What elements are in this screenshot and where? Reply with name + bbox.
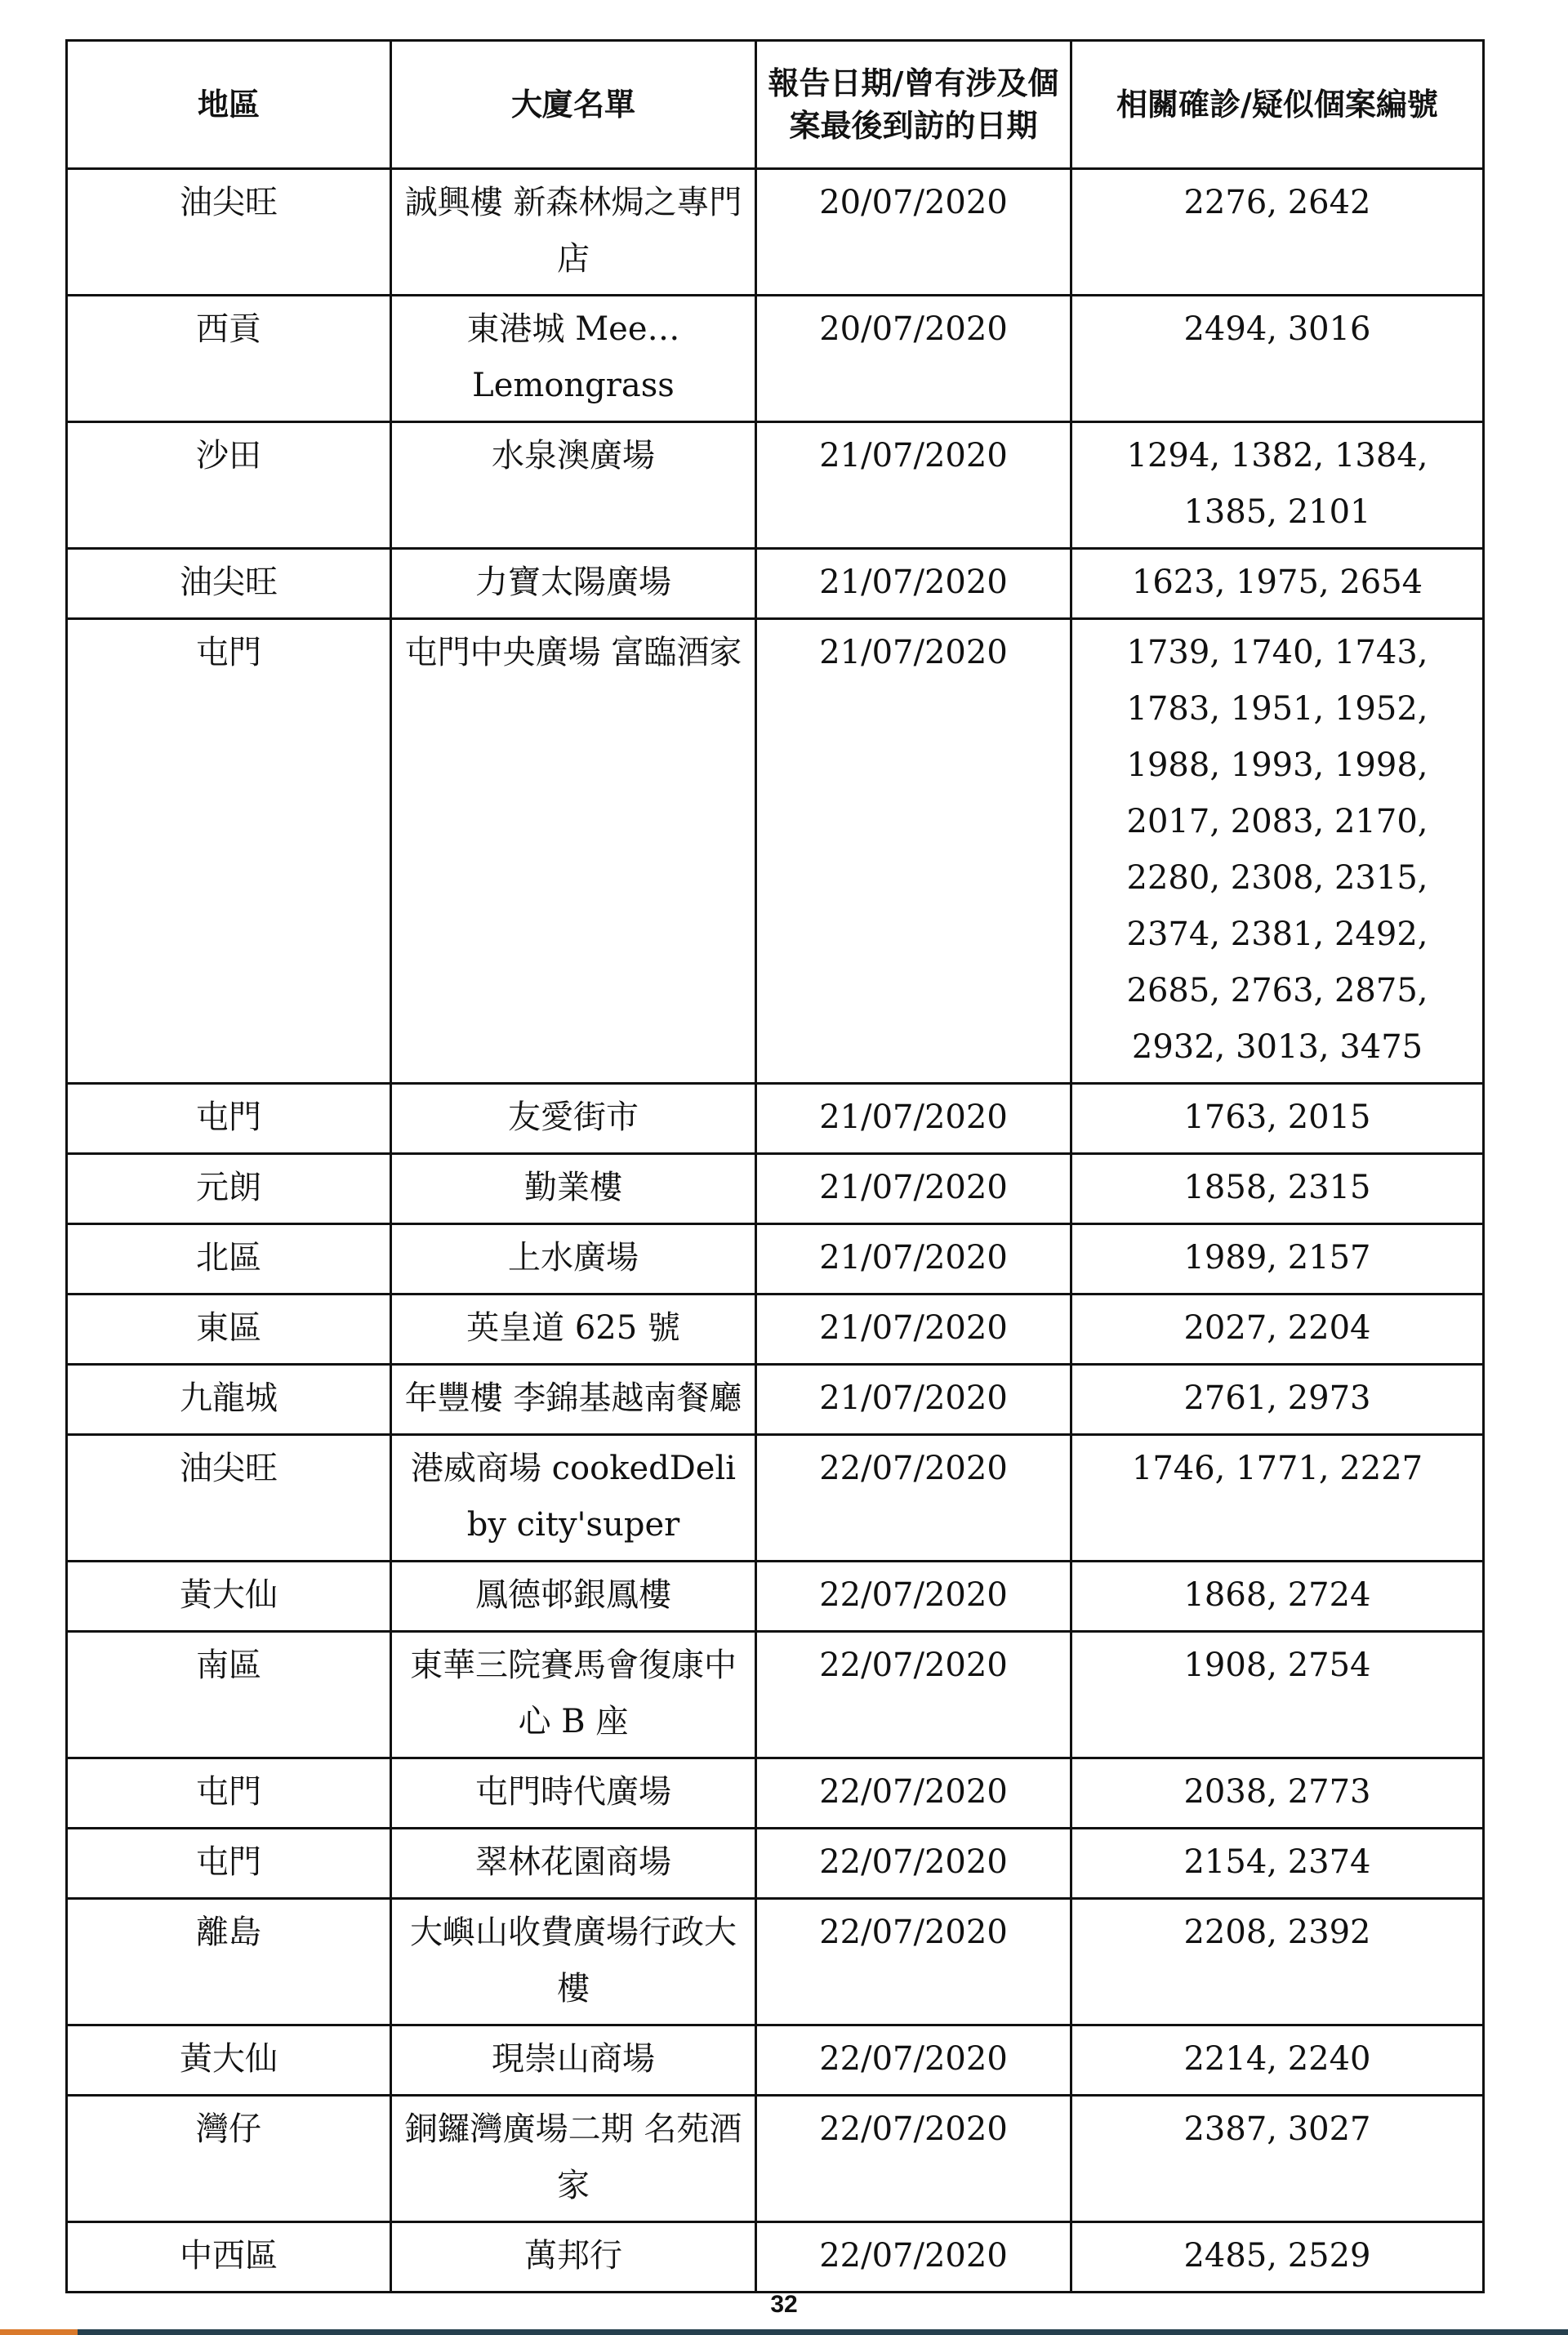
cell-date: 21/07/2020 — [756, 1365, 1071, 1435]
cell-district: 離島 — [67, 1899, 391, 2025]
cell-cases: 2154, 2374 — [1071, 1829, 1484, 1899]
table-row — [67, 1829, 1484, 1899]
cell-date: 20/07/2020 — [756, 169, 1071, 296]
table-row — [67, 1224, 1484, 1294]
cell-date: 22/07/2020 — [756, 1899, 1071, 2025]
cell-date: 22/07/2020 — [756, 2025, 1071, 2096]
cell-cases: 1868, 2724 — [1071, 1562, 1484, 1632]
cell-date: 22/07/2020 — [756, 2222, 1071, 2293]
cell-building: 大嶼山收費廣場行政大樓 — [391, 1899, 756, 2025]
cell-cases: 1858, 2315 — [1071, 1154, 1484, 1224]
cell-date: 20/07/2020 — [756, 296, 1071, 422]
cell-cases: 1746, 1771, 2227 — [1071, 1435, 1484, 1562]
cell-district: 屯門 — [67, 1758, 391, 1829]
cell-district: 灣仔 — [67, 2096, 391, 2222]
cell-cases: 1908, 2754 — [1071, 1632, 1484, 1758]
cell-district: 油尖旺 — [67, 169, 391, 296]
cell-district: 中西區 — [67, 2222, 391, 2293]
cell-building: 上水廣場 — [391, 1224, 756, 1294]
table-row — [67, 1632, 1484, 1758]
cell-cases: 1294, 1382, 1384, 1385, 2101 — [1071, 422, 1484, 549]
cell-district: 沙田 — [67, 422, 391, 549]
cell-district: 油尖旺 — [67, 549, 391, 619]
cell-cases: 2761, 2973 — [1071, 1365, 1484, 1435]
cell-cases: 2494, 3016 — [1071, 296, 1484, 422]
cell-date: 22/07/2020 — [756, 1829, 1071, 1899]
table-row — [67, 1294, 1484, 1365]
cell-date: 21/07/2020 — [756, 1154, 1071, 1224]
cell-date: 22/07/2020 — [756, 1758, 1071, 1829]
cell-district: 西貢 — [67, 296, 391, 422]
header-date: 報告日期/曾有涉及個案最後到訪的日期 — [756, 41, 1071, 169]
cell-cases: 2276, 2642 — [1071, 169, 1484, 296]
table-row — [67, 2096, 1484, 2222]
cell-building: 勤業樓 — [391, 1154, 756, 1224]
table-row — [67, 1435, 1484, 1562]
cell-building: 東港城 Mee… Lemongrass — [391, 296, 756, 422]
cell-building: 英皇道 625 號 — [391, 1294, 756, 1365]
cell-date: 21/07/2020 — [756, 422, 1071, 549]
header-building: 大廈名單 — [391, 41, 756, 169]
footer-bar-accent — [0, 2329, 78, 2335]
cell-building: 誠興樓 新森林焗之專門店 — [391, 169, 756, 296]
cell-date: 22/07/2020 — [756, 1562, 1071, 1632]
cell-building: 友愛街市 — [391, 1084, 756, 1154]
cell-district: 屯門 — [67, 1084, 391, 1154]
cell-building: 東華三院賽馬會復康中心 B 座 — [391, 1632, 756, 1758]
cell-district: 油尖旺 — [67, 1435, 391, 1562]
cell-cases: 2485, 2529 — [1071, 2222, 1484, 2293]
table-row — [67, 422, 1484, 549]
table-header — [67, 41, 1484, 169]
cell-building: 港威商場 cookedDeli by city'super — [391, 1435, 756, 1562]
table-row — [67, 1154, 1484, 1224]
cell-building: 萬邦行 — [391, 2222, 756, 2293]
cell-date: 21/07/2020 — [756, 1084, 1071, 1154]
table-body — [67, 169, 1484, 2293]
cell-date: 21/07/2020 — [756, 549, 1071, 619]
cell-district: 九龍城 — [67, 1365, 391, 1435]
cell-district: 南區 — [67, 1632, 391, 1758]
cell-district: 屯門 — [67, 619, 391, 1084]
table-row — [67, 1758, 1484, 1829]
cell-cases: 2027, 2204 — [1071, 1294, 1484, 1365]
cell-building: 現崇山商場 — [391, 2025, 756, 2096]
header-district: 地區 — [67, 41, 391, 169]
cell-building: 年豐樓 李錦基越南餐廳 — [391, 1365, 756, 1435]
cell-cases: 2214, 2240 — [1071, 2025, 1484, 2096]
table-row — [67, 549, 1484, 619]
cell-cases: 2208, 2392 — [1071, 1899, 1484, 2025]
cell-building: 鳳德邨銀鳳樓 — [391, 1562, 756, 1632]
footer-bar — [0, 2329, 1568, 2335]
table-row — [67, 169, 1484, 296]
cell-cases: 2387, 3027 — [1071, 2096, 1484, 2222]
cell-building: 屯門時代廣場 — [391, 1758, 756, 1829]
table-row — [67, 619, 1484, 1084]
header-row — [67, 41, 1484, 169]
table-row — [67, 2222, 1484, 2293]
cell-building: 力寶太陽廣場 — [391, 549, 756, 619]
cell-district: 北區 — [67, 1224, 391, 1294]
table-row — [67, 296, 1484, 422]
cell-district: 元朗 — [67, 1154, 391, 1224]
cell-building: 翠林花園商場 — [391, 1829, 756, 1899]
cell-district: 黃大仙 — [67, 2025, 391, 2096]
cell-date: 21/07/2020 — [756, 619, 1071, 1084]
cell-cases: 1989, 2157 — [1071, 1224, 1484, 1294]
cell-cases: 1623, 1975, 2654 — [1071, 549, 1484, 619]
cell-district: 屯門 — [67, 1829, 391, 1899]
cell-date: 21/07/2020 — [756, 1224, 1071, 1294]
table-row — [67, 1562, 1484, 1632]
table-row — [67, 1365, 1484, 1435]
page-number: 32 — [770, 2291, 798, 2318]
table-row — [67, 1084, 1484, 1154]
cell-cases: 2038, 2773 — [1071, 1758, 1484, 1829]
header-cases: 相關確診/疑似個案編號 — [1071, 41, 1484, 169]
cell-district: 黃大仙 — [67, 1562, 391, 1632]
cell-date: 21/07/2020 — [756, 1294, 1071, 1365]
cell-district: 東區 — [67, 1294, 391, 1365]
cell-cases: 1739, 1740, 1743, 1783, 1951, 1952, 1988, 1993, 1998, 2017, 2083, 2170, 2280, 2308, 2315, 2374, 2381, 2492, 2685, 2763, 2875, 2932, 3013, 3475 — [1071, 619, 1484, 1084]
table-row — [67, 1899, 1484, 2025]
table-row — [67, 2025, 1484, 2096]
cell-building: 水泉澳廣場 — [391, 422, 756, 549]
building-list-table — [65, 39, 1485, 2293]
cell-date: 22/07/2020 — [756, 1632, 1071, 1758]
cell-building: 銅鑼灣廣場二期 名苑酒家 — [391, 2096, 756, 2222]
cell-date: 22/07/2020 — [756, 2096, 1071, 2222]
cell-cases: 1763, 2015 — [1071, 1084, 1484, 1154]
cell-date: 22/07/2020 — [756, 1435, 1071, 1562]
cell-building: 屯門中央廣場 富臨酒家 — [391, 619, 756, 1084]
